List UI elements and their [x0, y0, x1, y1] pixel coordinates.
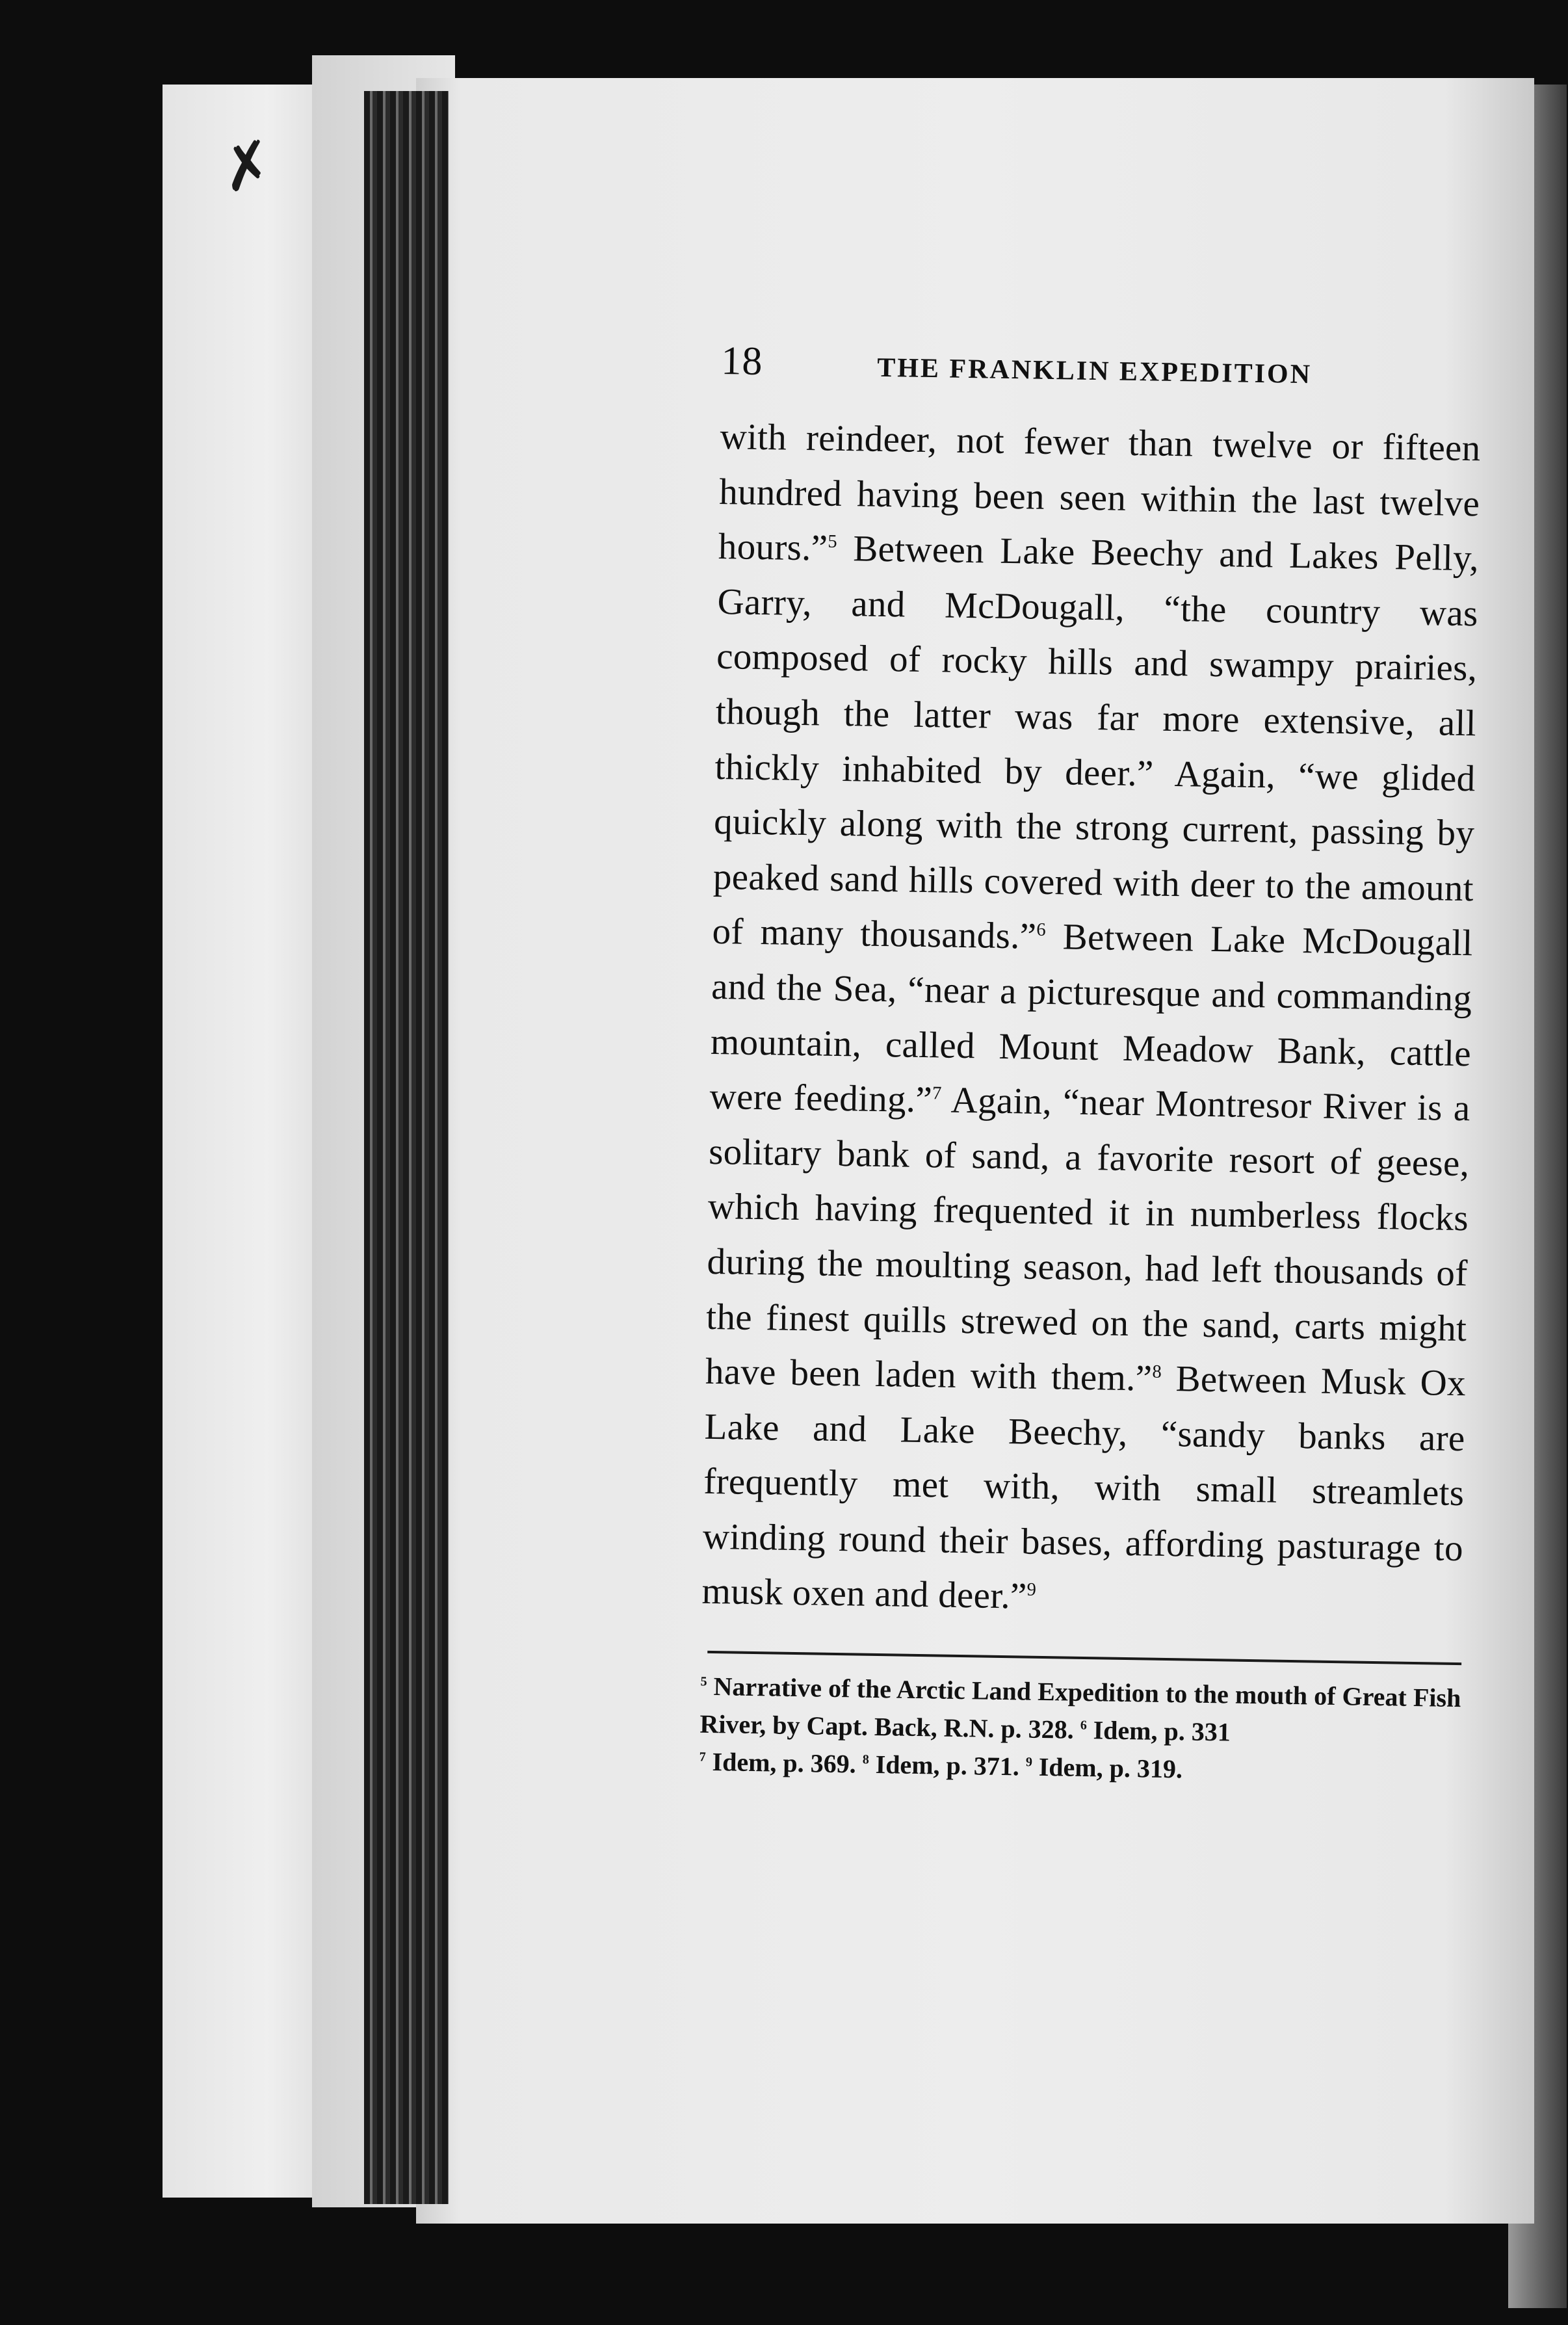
footnote-text: Idem, p. 319.	[1032, 1752, 1183, 1784]
footnote-marker: 9	[1025, 1755, 1033, 1770]
footnote-ref: 6	[1036, 920, 1047, 941]
footnote-ref: 5	[828, 531, 838, 553]
printed-page	[416, 78, 1534, 2224]
footnote-text: Idem, p. 371.	[869, 1749, 1026, 1781]
page-number: 18	[720, 338, 763, 384]
footnote-text: Idem, p. 369.	[705, 1746, 863, 1779]
body-paragraph	[701, 410, 1481, 1631]
footnotes	[699, 1668, 1461, 1793]
body-text-segment: Between Lake Beechy and Lakes Pelly, Garry, and McDougall, “the country was composed of rocky hills and swampy prairies, though the latter was far more extensive, all thickly inhabited by deer.” Again, “we glided quickly along with the strong current, passing by peaked sand hills covered with deer to the amount of many thousands.”	[712, 528, 1480, 958]
footnote-marker: 8	[862, 1752, 869, 1767]
cross-mark: ✗	[214, 125, 281, 208]
body-text-segment: Between Musk Ox Lake and Lake Beechy, “sandy banks are frequently met with, with small streamlets winding round their bases, affording pasturage to musk oxen and deer.”	[701, 1358, 1467, 1618]
text-block	[699, 338, 1482, 1793]
running-head	[720, 338, 1482, 421]
body-text-segment: Between Lake McDougall and the Sea, “near a picturesque and commanding mountain, called Mount Meadow Bank, cattle were feeding.”	[709, 916, 1474, 1121]
footnote-rule	[707, 1651, 1461, 1665]
footnote-marker: 7	[699, 1750, 706, 1765]
footnote-marker: 6	[1080, 1718, 1087, 1733]
running-title: THE FRANKLIN EXPEDITION	[876, 352, 1313, 390]
page-edges	[364, 91, 449, 2204]
footnote-marker: 5	[700, 1674, 707, 1689]
footnote-text: Narrative of the Arctic Land Expedition to the mouth of Great Fish River, by Capt. Back, R.N. p. 328.	[699, 1671, 1461, 1744]
footnote-ref: 9	[1026, 1580, 1037, 1601]
footnote-ref: 7	[932, 1083, 942, 1104]
body-text-segment: Again, “near Montresor River is a solitary bank of sand, a favorite resort of geese, which having frequented it in numberless flocks during the moulting season, had left thousands of the finest quills strewed on the sand, carts might have been laden with them.”	[705, 1079, 1471, 1399]
footnote-ref: 8	[1152, 1361, 1162, 1382]
footnote-5	[699, 1668, 1461, 1755]
footnote-text: Idem, p. 331	[1086, 1715, 1231, 1747]
body-text-segment: with reindeer, not fewer than twelve or fifteen hundred having been seen within the last twelve hours.”	[718, 415, 1481, 569]
